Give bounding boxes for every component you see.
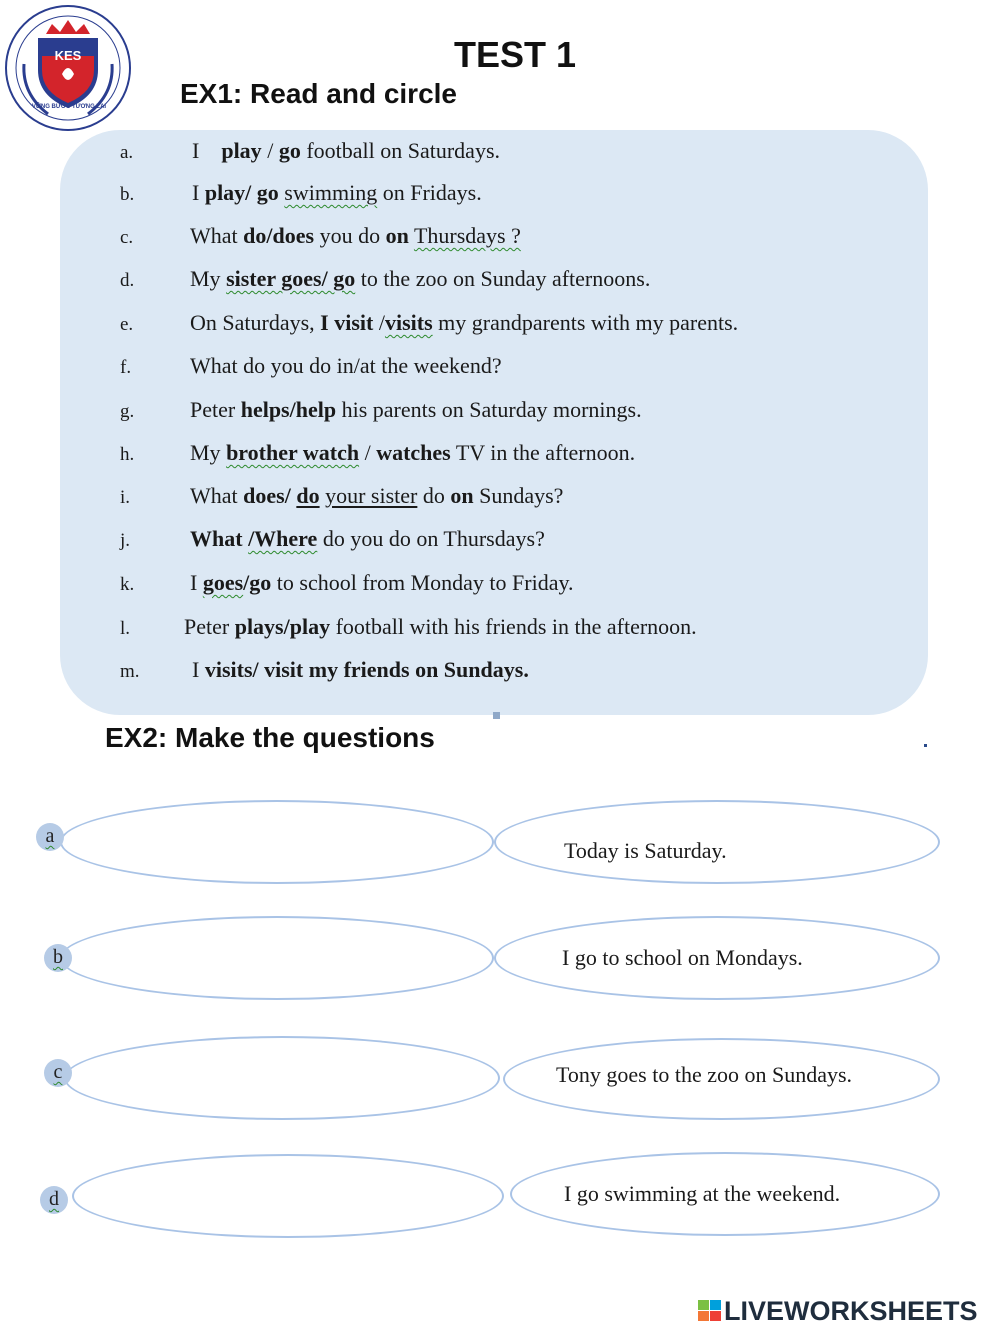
badge-letter: d: [49, 1188, 59, 1210]
item-text: Peter: [184, 614, 230, 639]
choice-option[interactable]: go: [256, 180, 279, 205]
question-input-b[interactable]: [60, 916, 494, 1000]
choice-option[interactable]: watches: [376, 440, 451, 465]
choice-option[interactable]: I visit: [320, 310, 374, 335]
item-text: My: [190, 440, 221, 465]
item-letter: e.: [120, 314, 134, 335]
choice-option[interactable]: in/at: [336, 353, 376, 378]
choice-option[interactable]: What: [190, 526, 243, 551]
item-letter: i.: [120, 487, 131, 508]
item-text: the weekend?: [381, 353, 502, 378]
choice-option[interactable]: /Where: [248, 526, 318, 551]
item-letter: f.: [120, 357, 132, 378]
logo-motto: VỮNG BƯỚC TƯƠNG LAI: [31, 104, 107, 110]
question-input-a[interactable]: [60, 800, 494, 884]
item-text: do: [422, 483, 445, 508]
liveworksheets-brand: [698, 1296, 994, 1326]
item-text: Thursdays ?: [413, 223, 521, 248]
item-text: my friends on Sundays.: [308, 657, 529, 682]
item-letter: m.: [120, 661, 140, 682]
answer-text-c: Tony goes to the zoo on Sundays.: [556, 1062, 853, 1087]
item-text: What: [190, 483, 238, 508]
badge-letter: c: [53, 1061, 63, 1083]
choice-option[interactable]: visit: [264, 657, 304, 682]
item-text: football on Saturdays.: [306, 138, 501, 163]
item-text: I: [192, 657, 200, 682]
item-letter: g.: [120, 401, 135, 422]
item-text: I: [192, 180, 200, 205]
ex2-heading: EX2: Make the questions: [105, 722, 435, 753]
item-text: to school from Monday to Friday.: [276, 570, 574, 595]
item-text: you do: [319, 223, 381, 248]
resize-handle: [493, 712, 500, 719]
answer-text-d: I go swimming at the weekend.: [564, 1181, 841, 1206]
item-text: Peter: [190, 397, 236, 422]
answer-text-a: Today is Saturday.: [564, 838, 727, 863]
item-text: Sundays?: [479, 483, 564, 508]
item-letter: j.: [120, 530, 131, 551]
item-text: On Saturdays,: [190, 310, 315, 335]
page-title: TEST 1: [453, 34, 577, 75]
item-text: your sister: [325, 483, 418, 508]
item-letter: c.: [120, 227, 134, 248]
item-text: on Fridays.: [382, 180, 482, 205]
item-text: his parents on Saturday mornings.: [341, 397, 642, 422]
choice-option[interactable]: go: [278, 138, 301, 163]
school-logo: [4, 4, 132, 132]
item-text: TV in the afternoon.: [455, 440, 636, 465]
ex1-heading: EX1: Read and circle: [180, 78, 458, 109]
item-text: My: [190, 266, 221, 291]
item-letter: b.: [120, 184, 135, 205]
item-letter: d.: [120, 270, 135, 291]
row-badge-c: [44, 1059, 72, 1087]
stray-dot: [924, 744, 927, 747]
choice-option[interactable]: /go: [243, 570, 272, 595]
item-text: swimming: [284, 180, 378, 205]
choice-option[interactable]: brother watch: [226, 440, 360, 465]
item-text: I: [190, 570, 198, 595]
badge-letter: b: [53, 946, 63, 968]
choice-option[interactable]: play: [221, 138, 262, 163]
item-text: What: [190, 223, 238, 248]
choice-option[interactable]: helps/help: [240, 397, 337, 422]
row-badge-a: [36, 823, 64, 851]
item-text: on: [385, 223, 409, 248]
choice-option[interactable]: visits/: [204, 657, 259, 682]
liveworksheets-logo-icon: [698, 1300, 722, 1322]
choice-option[interactable]: goes: [202, 570, 244, 595]
item-letter: l.: [120, 618, 131, 639]
choice-option[interactable]: do: [296, 483, 320, 508]
choice-option[interactable]: visits: [384, 310, 433, 335]
item-text: my grandparents with my parents.: [438, 310, 739, 335]
row-badge-b: [44, 944, 72, 972]
choice-separator: /: [378, 310, 385, 335]
question-input-c[interactable]: [64, 1036, 500, 1120]
brand-text: LIVEWORKSHEETS: [724, 1296, 978, 1326]
row-badge-d: [40, 1186, 68, 1214]
item-letter: k.: [120, 574, 135, 595]
logo-text: KES: [54, 48, 82, 63]
item-text: What do you do: [190, 353, 332, 378]
choice-option[interactable]: plays/play: [234, 614, 331, 639]
item-letter: h.: [120, 444, 135, 465]
item-text: on: [450, 483, 474, 508]
item-text: to the zoo on Sunday afternoons.: [360, 266, 651, 291]
item-letter: a.: [120, 142, 134, 163]
answer-text-b: I go to school on Mondays.: [562, 945, 803, 970]
question-input-d[interactable]: [72, 1154, 504, 1238]
choice-separator: /: [267, 138, 274, 163]
choice-option[interactable]: play/: [204, 180, 252, 205]
choice-option[interactable]: do/does: [243, 223, 315, 248]
choice-option[interactable]: sister goes/ go: [226, 266, 356, 291]
item-text: I: [192, 138, 200, 163]
badge-letter: a: [45, 825, 55, 847]
choice-separator: /: [364, 440, 371, 465]
choice-option[interactable]: does/: [243, 483, 291, 508]
item-text: football with his friends in the afternoon.: [335, 614, 697, 639]
item-text: do you do on Thursdays?: [322, 526, 545, 551]
